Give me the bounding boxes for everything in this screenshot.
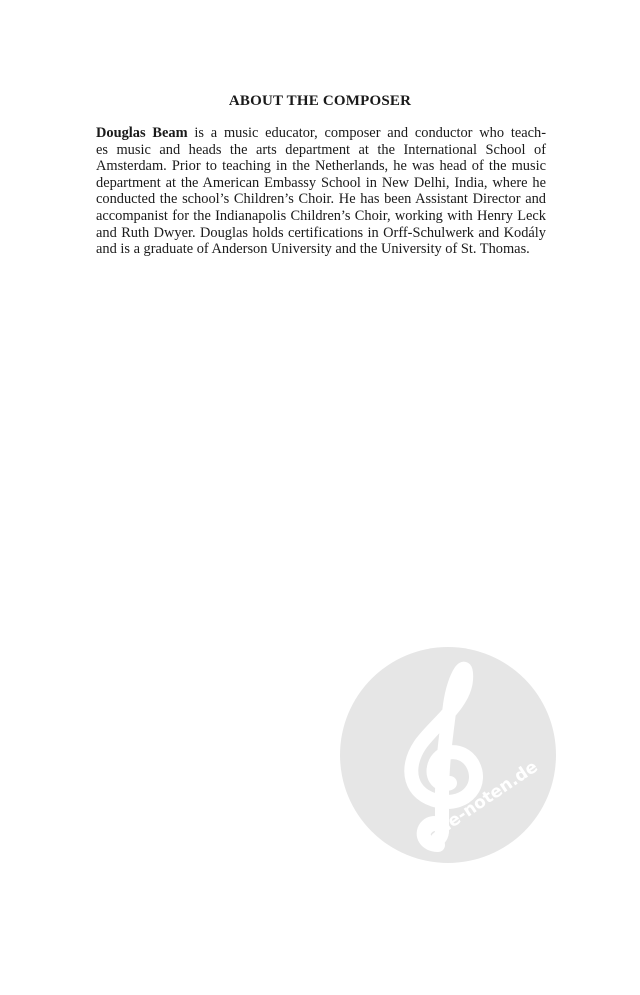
bio-line: es music and heads the arts department at the International School of	[96, 141, 546, 158]
bio-line: Amsterdam. Prior to teaching in the Netherlands, he was head of the music	[96, 158, 546, 175]
bio-line: conducted the school’s Children’s Choir. He has been Assistant Director and	[96, 191, 546, 208]
bio-line	[96, 125, 546, 142]
watermark	[338, 645, 558, 865]
composer-name: Douglas Beam	[96, 125, 188, 141]
bio-line-text: is a music educator, composer and conductor who teach-	[187, 125, 546, 141]
watermark-text: alle-noten.de	[424, 756, 542, 845]
bio-line: and is a graduate of Anderson University and the University of St. Thomas.	[96, 241, 530, 258]
bio-line: accompanist for the Indianapolis Children’s Choir, working with Henry Leck	[96, 207, 546, 224]
section-heading: ABOUT THE COMPOSER	[228, 93, 412, 109]
composer-bio	[96, 125, 546, 258]
bio-line: and Ruth Dwyer. Douglas holds certifications in Orff-Schulwerk and Kodály	[96, 224, 546, 241]
bio-line: department at the American Embassy School in New Delhi, India, where he	[96, 174, 546, 191]
